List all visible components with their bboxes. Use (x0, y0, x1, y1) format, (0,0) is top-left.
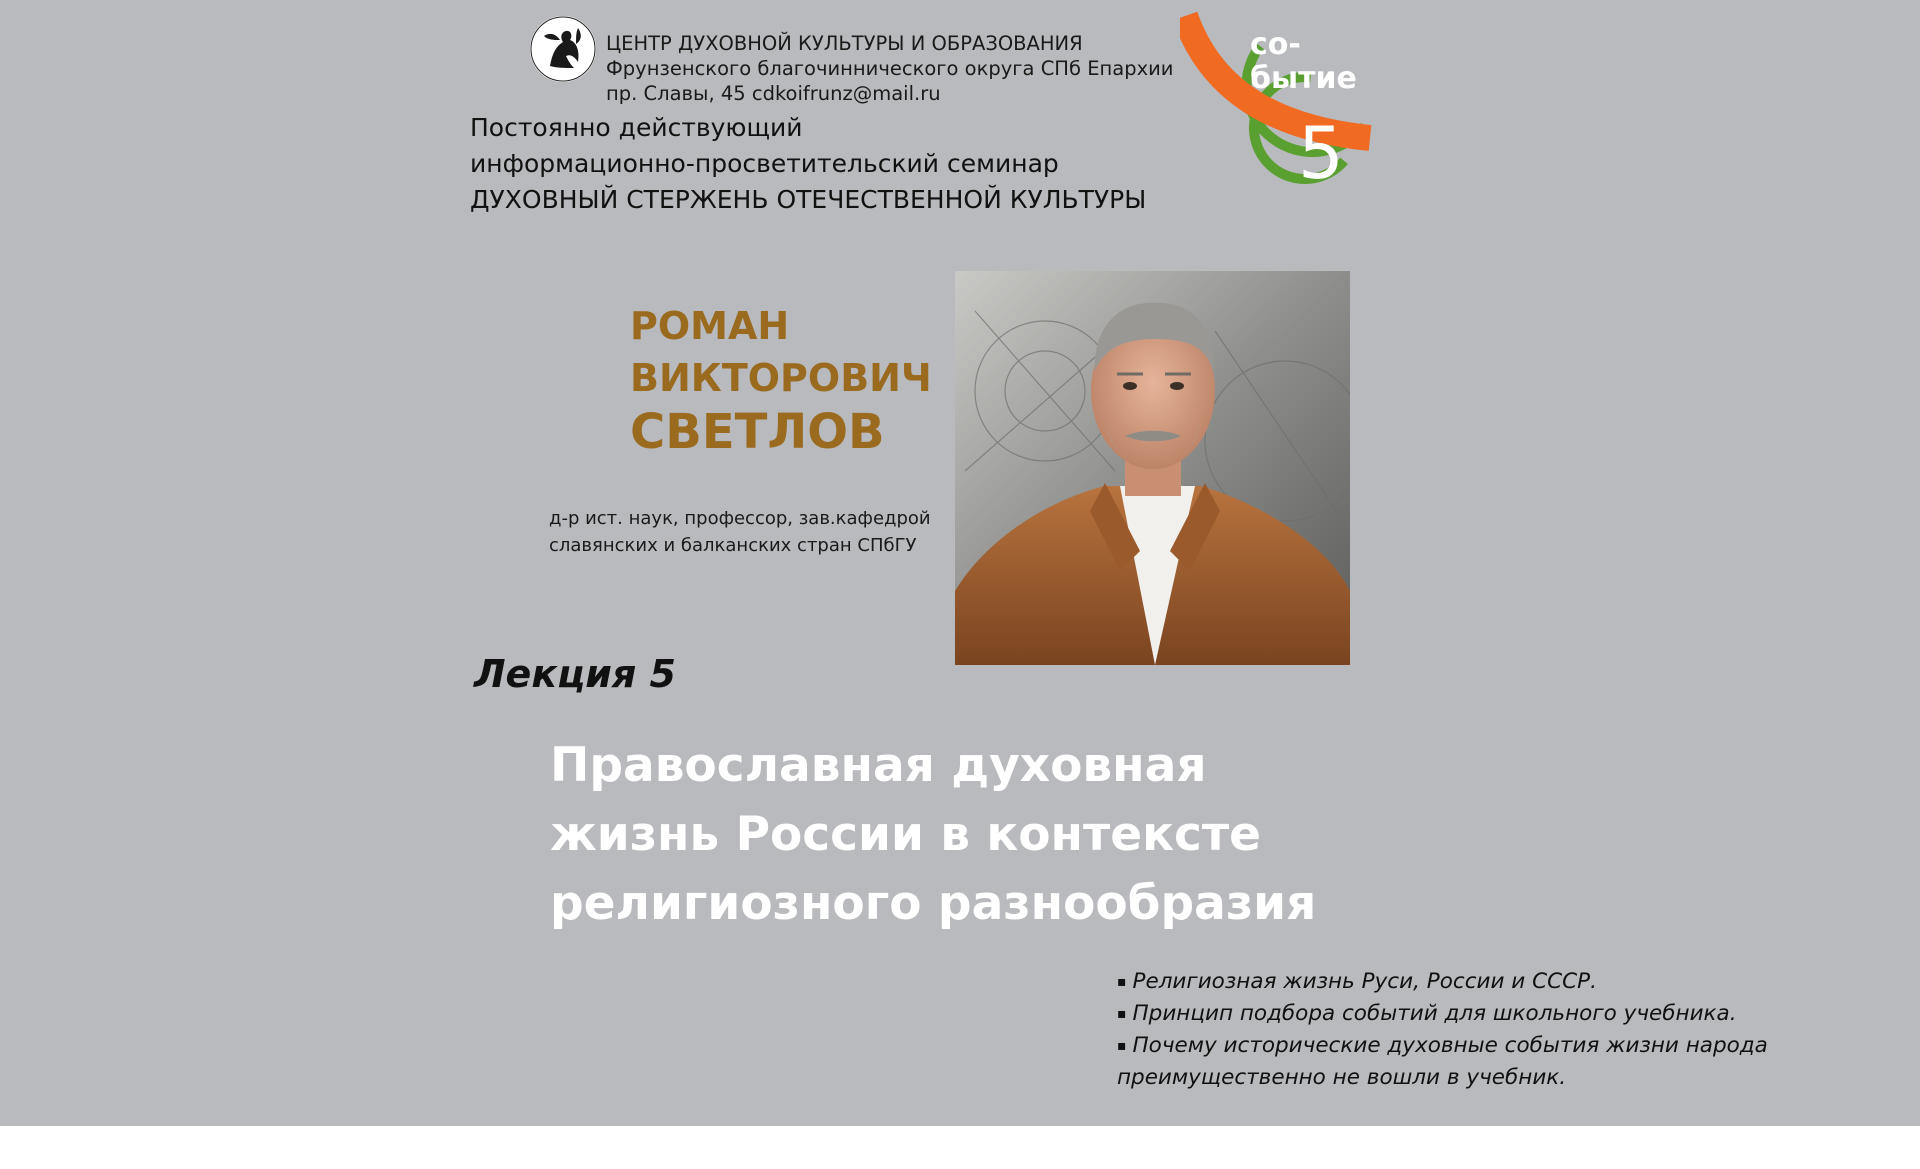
topic-line-1: Православная духовная (550, 738, 1207, 793)
bullet-marker: ▪ (1117, 1006, 1127, 1022)
speaker-first-name: РОМАН (630, 304, 790, 348)
seminar-title (470, 110, 1146, 218)
list-item-continuation: преимущественно не вошли в учебник. (1117, 1065, 1567, 1090)
organization-info (606, 31, 1173, 106)
list-item (1117, 1030, 1768, 1062)
list-item-text: Религиозная жизнь Руси, России и СССР. (1132, 969, 1597, 994)
topic-line-2: жизнь России в контексте (550, 807, 1262, 862)
speaker-surname: СВЕТЛОВ (630, 404, 885, 460)
bullet-marker: ▪ (1117, 974, 1127, 990)
speaker-credentials (549, 505, 931, 559)
angel-emblem-icon (530, 16, 596, 82)
bullet-marker: ▪ (1117, 1038, 1127, 1054)
topic-line-3: религиозного разнообразия (550, 876, 1317, 931)
speaker-patronymic: ВИКТОРОВИЧ (630, 356, 932, 400)
list-item (1117, 966, 1768, 998)
lecture-topic (550, 731, 1316, 938)
credentials-line-2: славянских и балканских стран СПбГУ (549, 535, 917, 556)
list-item (1117, 998, 1768, 1030)
speaker-name (630, 300, 932, 460)
lecture-outline (1117, 966, 1768, 1094)
list-item-text: Принцип подбора событий для школьного учебника. (1132, 1001, 1737, 1026)
seminar-line-3: ДУХОВНЫЙ СТЕРЖЕНЬ ОТЕЧЕСТВЕННОЙ КУЛЬТУРЫ (470, 185, 1147, 214)
organization-title: ЦЕНТР ДУХОВНОЙ КУЛЬТУРЫ И ОБРАЗОВАНИЯ (606, 32, 1083, 55)
lecture-label: Лекция 5 (474, 652, 676, 696)
organization-subtitle: Фрунзенского благочиннического округа СПб Епархии (606, 57, 1174, 80)
logo-number: 5 (1298, 111, 1344, 195)
logo-word-top: со- (1250, 27, 1301, 62)
list-item-text: Почему исторические духовные события жизни народа (1132, 1033, 1768, 1058)
seminar-line-1: Постоянно действующий (470, 113, 803, 142)
logo-word-bottom: бытие (1250, 61, 1357, 96)
event-logo (1180, 8, 1380, 198)
speaker-photo (955, 271, 1350, 665)
organization-address: пр. Славы, 45 cdkoifrunz@mail.ru (606, 82, 941, 105)
credentials-line-1: д-р ист. наук, профессор, зав.кафедрой (549, 508, 931, 529)
seminar-line-2: информационно-просветительский семинар (470, 149, 1059, 178)
